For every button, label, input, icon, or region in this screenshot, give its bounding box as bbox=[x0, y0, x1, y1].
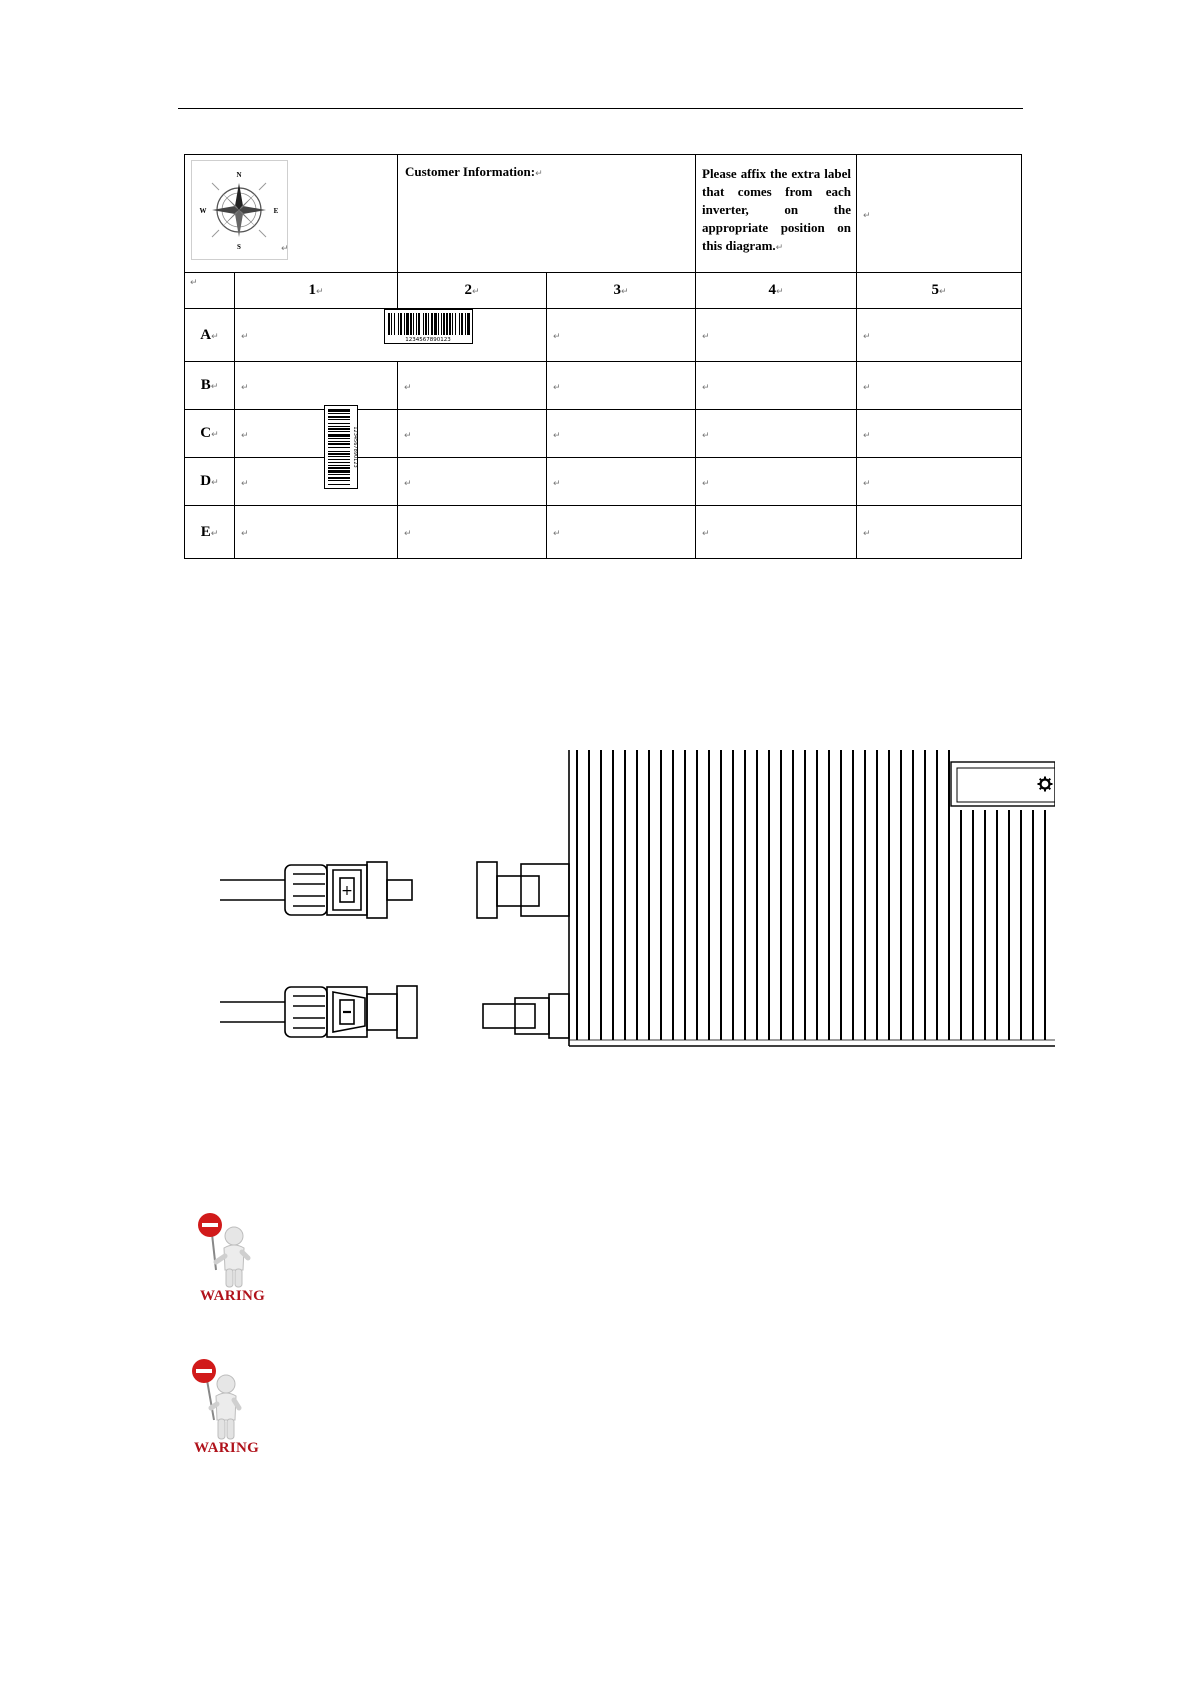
label-slot[interactable]: ↵ bbox=[398, 410, 547, 458]
label-slot[interactable]: ↵ bbox=[857, 506, 1022, 559]
inverter-body bbox=[569, 750, 1055, 1046]
label-slot[interactable]: ↵ bbox=[547, 458, 696, 506]
label-slot[interactable]: ↵ bbox=[696, 410, 857, 458]
label-slot[interactable]: ↵ bbox=[235, 309, 547, 362]
svg-text:N: N bbox=[236, 171, 242, 179]
paragraph-mark: ↵ bbox=[281, 244, 289, 254]
row-label: C↵ bbox=[185, 410, 235, 458]
label-slot[interactable]: ↵ bbox=[857, 410, 1022, 458]
table-row bbox=[185, 309, 1022, 362]
customer-info-label: Customer Information: bbox=[405, 164, 536, 179]
affix-instruction-text: Please affix the extra label that comes from each inverter, on the appropriate position on this diagram. bbox=[702, 166, 851, 253]
table-row bbox=[185, 506, 1022, 559]
warning-label: WARING bbox=[200, 1288, 266, 1304]
label-slot[interactable]: ↵ bbox=[398, 458, 547, 506]
table-title-row bbox=[185, 155, 1022, 273]
label-slot[interactable]: ↵ bbox=[696, 506, 857, 559]
warning-figure bbox=[190, 1358, 260, 1456]
svg-text:+: + bbox=[341, 883, 353, 899]
column-header: 4↵ bbox=[696, 273, 857, 309]
column-header: 5↵ bbox=[857, 273, 1022, 309]
label-slot[interactable]: ↵ bbox=[857, 458, 1022, 506]
label-slot[interactable]: ↵ bbox=[235, 458, 398, 506]
title-blank-cell[interactable]: ↵ bbox=[857, 155, 1022, 273]
label-slot[interactable]: ↵ bbox=[235, 410, 398, 458]
column-header-row: ↵ 1↵ 2↵ 3↵ 4↵ 5↵ bbox=[185, 273, 1022, 309]
negative-connector-socket bbox=[220, 986, 417, 1038]
barcode-icon bbox=[324, 405, 358, 494]
row-label: E↵ bbox=[185, 506, 235, 559]
connector-inverter-drawing bbox=[215, 750, 1055, 1075]
warning-figure-icon bbox=[190, 1358, 250, 1447]
row-label: B↵ bbox=[185, 362, 235, 410]
svg-text:W: W bbox=[199, 207, 207, 215]
svg-text:S: S bbox=[237, 243, 241, 251]
row-label: D↵ bbox=[185, 458, 235, 506]
label-slot[interactable]: ↵ bbox=[235, 506, 398, 559]
label-slot[interactable]: ↵ bbox=[235, 362, 398, 410]
inverter-gear-icon bbox=[1037, 776, 1053, 792]
svg-text:E: E bbox=[273, 207, 279, 215]
column-header: 2↵ bbox=[398, 273, 547, 309]
label-map-table bbox=[184, 154, 1022, 559]
table-row bbox=[185, 362, 1022, 410]
label-slot[interactable]: ↵ bbox=[547, 506, 696, 559]
label-slot[interactable]: ↵ bbox=[398, 506, 547, 559]
label-slot[interactable]: ↵ bbox=[547, 309, 696, 362]
label-slot[interactable]: ↵ bbox=[857, 309, 1022, 362]
row-label: A↵ bbox=[185, 309, 235, 362]
column-header: 3↵ bbox=[547, 273, 696, 309]
label-slot[interactable]: ↵ bbox=[857, 362, 1022, 410]
label-slot[interactable]: ↵ bbox=[696, 309, 857, 362]
table-row bbox=[185, 410, 1022, 458]
positive-connector-plug bbox=[220, 862, 412, 918]
column-header: 1↵ bbox=[235, 273, 398, 309]
warning-figure bbox=[196, 1212, 266, 1304]
affix-instruction-cell: Please affix the extra label that comes from each inverter, on the appropriate position on this diagram.↵ bbox=[696, 155, 857, 273]
label-slot[interactable]: ↵ bbox=[547, 362, 696, 410]
label-slot[interactable]: ↵ bbox=[696, 458, 857, 506]
compass-cell bbox=[185, 155, 398, 273]
barcode-icon bbox=[384, 309, 473, 349]
warning-figure-icon bbox=[196, 1212, 256, 1297]
svg-text:1234567890123: 1234567890123 bbox=[352, 426, 358, 468]
label-slot[interactable]: ↵ bbox=[398, 362, 547, 410]
customer-info-cell[interactable]: Customer Information:↵ bbox=[398, 155, 696, 273]
svg-text:1234567890123: 1234567890123 bbox=[405, 337, 451, 343]
compass-rose-icon bbox=[191, 160, 288, 260]
inverter-dc-connectors bbox=[477, 862, 569, 1038]
table-row bbox=[185, 458, 1022, 506]
header-rule bbox=[178, 108, 1023, 109]
label-slot[interactable]: ↵ bbox=[696, 362, 857, 410]
label-slot[interactable]: ↵ bbox=[547, 410, 696, 458]
warning-label: WARING bbox=[194, 1440, 260, 1456]
